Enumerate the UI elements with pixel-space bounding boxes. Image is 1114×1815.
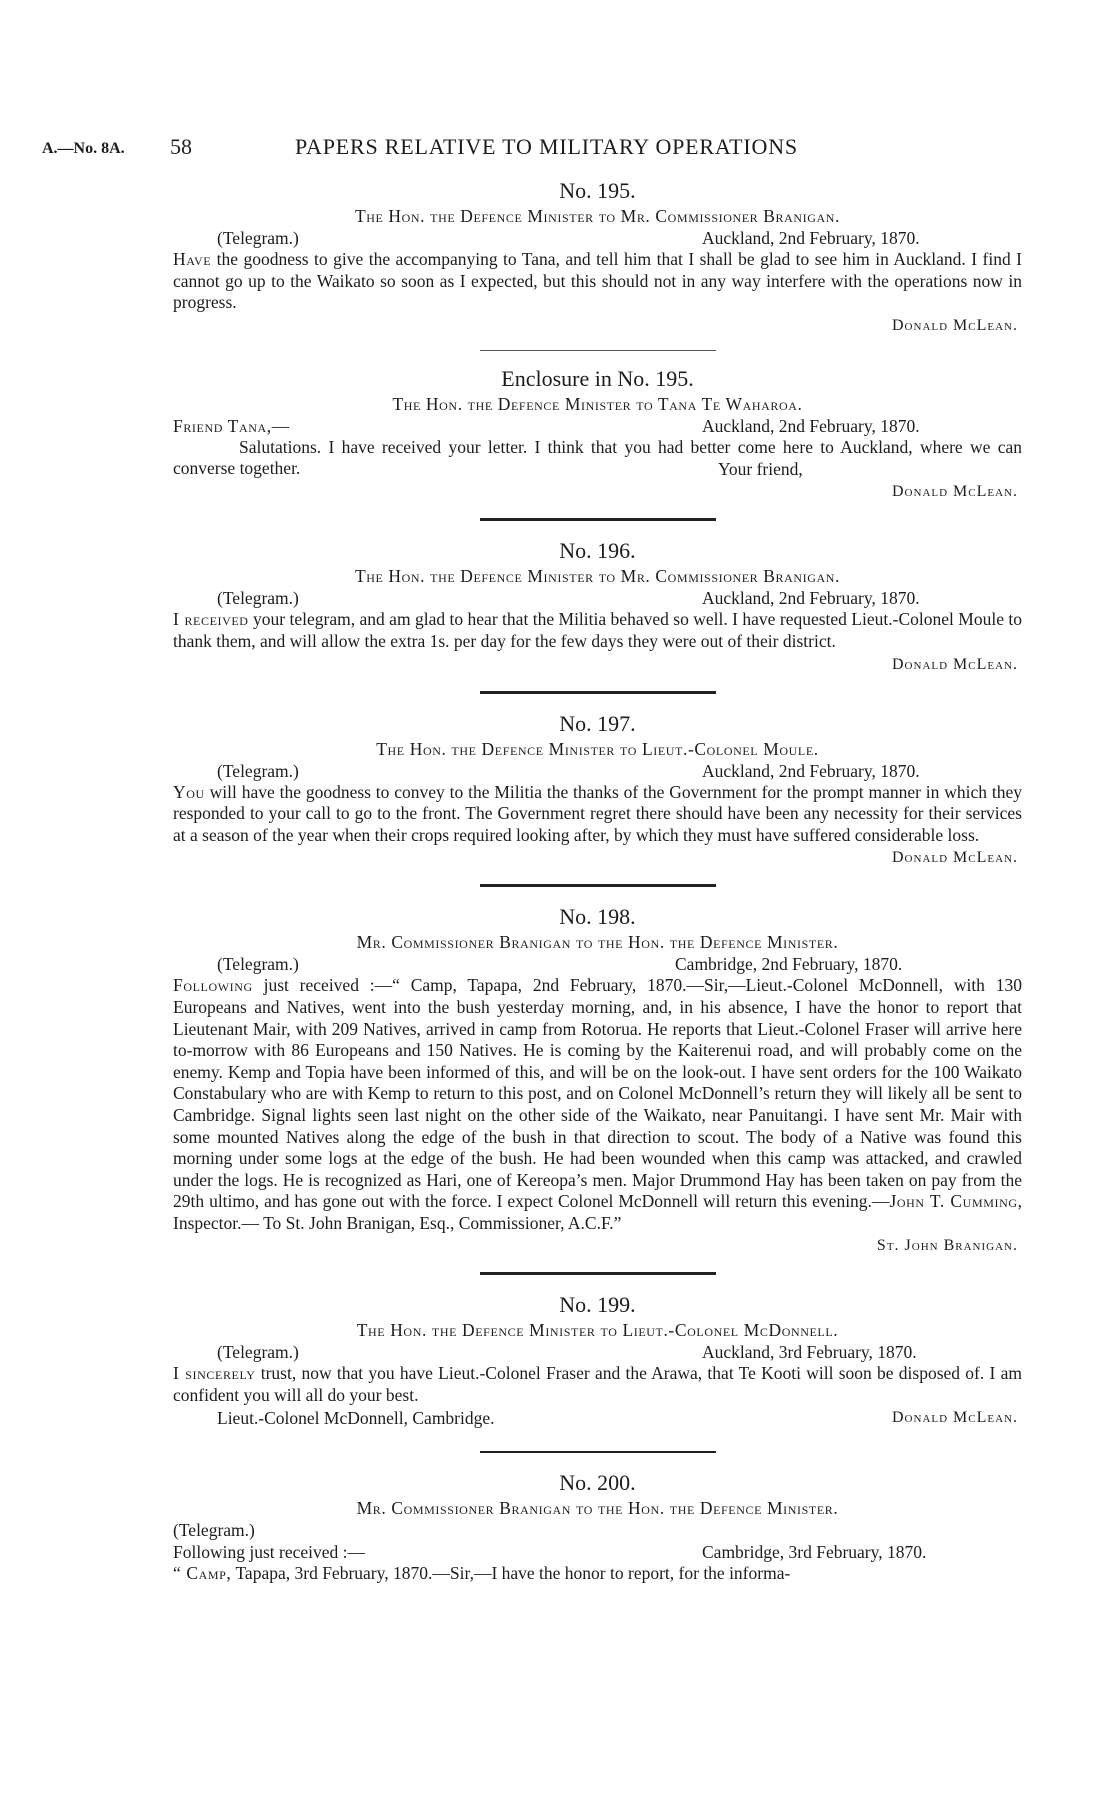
- place-date: Auckland, 2nd February, 1870.: [702, 415, 920, 436]
- section-heading: No. 196.: [559, 538, 636, 564]
- salutation: Friend Tana,—: [173, 415, 290, 436]
- signature: St. John Branigan.: [876, 1237, 1018, 1255]
- section-heading: No. 198.: [559, 904, 636, 930]
- correspondence-route: The Hon. the Defence Minister to Lieut.-Colonel McDonnell.: [356, 1320, 839, 1341]
- lead-word: I sincerely: [173, 1363, 256, 1384]
- telegram-label: (Telegram.): [217, 760, 299, 781]
- divider: [480, 884, 716, 887]
- letter-body: [173, 1363, 1022, 1406]
- telegram-line: [173, 227, 1022, 249]
- signature: Donald McLean.: [892, 849, 1018, 867]
- telegram-line: [173, 1519, 1022, 1541]
- place-date: Auckland, 2nd February, 1870.: [702, 588, 920, 609]
- telegram-label: (Telegram.): [217, 228, 299, 248]
- lead-word: Following: [173, 975, 253, 996]
- place-date: Cambridge, 3rd February, 1870.: [702, 1541, 927, 1562]
- divider: [480, 691, 716, 694]
- signature: Donald McLean.: [892, 483, 1018, 501]
- paper-reference: A.—No. 8A.: [42, 140, 125, 157]
- page-number: 58: [170, 134, 192, 159]
- correspondence-route: The Hon. the Defence Minister to Lieut.-Colonel Moule.: [376, 738, 819, 759]
- section-no-199: [173, 1291, 1022, 1452]
- section-heading: No. 197.: [559, 710, 636, 736]
- section-no-198: [173, 903, 1022, 1275]
- letter-body: [173, 975, 1022, 1234]
- body-text: your telegram, and am glad to hear that the Militia behaved so well. I have requested Lieut.-Colonel Moule to thank them, and will allow the extra 1s. per day for the few days they were out of their district.: [173, 609, 1023, 651]
- divider: [480, 1272, 716, 1275]
- place-date: Cambridge, 2nd February, 1870.: [675, 954, 903, 975]
- section-heading: No. 199.: [559, 1292, 636, 1318]
- section-enclosure-195: [173, 365, 1022, 522]
- page-content: [173, 177, 1022, 1584]
- addressee-line: [173, 1407, 1022, 1429]
- telegram-line: [173, 953, 1022, 975]
- divider: [480, 350, 716, 351]
- section-heading: Enclosure in No. 195.: [501, 365, 694, 391]
- letter-body: [173, 609, 1022, 652]
- lead-word: I received: [173, 609, 249, 630]
- body-text: Tapapa, 3rd February, 1870.—Sir,—I have the honor to report, for the informa-: [231, 1562, 791, 1583]
- intro-line: [173, 1541, 1022, 1563]
- body-text-end: , Inspector.— To St. John Branigan, Esq., Commissioner, A.C.F.”: [173, 1191, 1022, 1233]
- section-no-195: [173, 177, 1022, 351]
- telegram-line: [173, 760, 1022, 782]
- lead-word: “ Camp,: [173, 1562, 232, 1583]
- closing: Your friend,: [718, 459, 803, 480]
- place-date: Auckland, 3rd February, 1870.: [702, 1342, 917, 1363]
- place-date: Auckland, 2nd February, 1870.: [702, 760, 920, 781]
- correspondence-route: Mr. Commissioner Branigan to the Hon. the Defence Minister.: [356, 1497, 839, 1518]
- correspondence-route: The Hon. the Defence Minister to Mr. Commissioner Branigan.: [354, 206, 841, 226]
- telegram-label: (Telegram.): [217, 588, 299, 609]
- letter-body: [173, 249, 1022, 314]
- lead-word: Have: [173, 249, 212, 269]
- body-text: will have the goodness to convey to the Militia the thanks of the Government for the prompt manner in which they responded to your call to go to the front. The Government regret there should have been any necessity for their services at a season of the year when their crops required looking after, by which they must have suffered considerable loss.: [173, 781, 1022, 845]
- addressee: Lieut.-Colonel McDonnell, Cambridge.: [217, 1407, 495, 1428]
- signature: Donald McLean.: [892, 655, 1018, 673]
- letter-body: [173, 782, 1022, 847]
- lead-word: You: [173, 781, 205, 802]
- telegram-label: (Telegram.): [217, 954, 299, 975]
- telegram-label: (Telegram.): [217, 1342, 299, 1363]
- section-no-197: [173, 710, 1022, 888]
- page-header: [42, 134, 1032, 168]
- telegram-line: [173, 1341, 1022, 1363]
- telegram-line: [173, 587, 1022, 609]
- place-date: Auckland, 2nd February, 1870.: [702, 228, 920, 248]
- section-heading: No. 200.: [559, 1469, 636, 1495]
- telegram-label: (Telegram.): [173, 1519, 255, 1540]
- correspondence-route: The Hon. the Defence Minister to Mr. Commissioner Branigan.: [354, 566, 841, 587]
- salutation-line: [173, 415, 1022, 437]
- divider: [480, 1451, 716, 1453]
- signature: Donald McLean.: [892, 1408, 1018, 1426]
- section-no-196: [173, 537, 1022, 693]
- closing-line: [173, 458, 1022, 480]
- intro: Following just received :—: [173, 1541, 365, 1562]
- letter-body: [173, 1563, 1022, 1585]
- section-no-200: [173, 1469, 1022, 1585]
- body-text: the goodness to give the accompanying to Tana, and tell him that I shall be glad to see him in Auckland. I find I cannot go up to the Waikato so soon as I expected, but this should not in any way interfere with the operations now in progress.: [173, 249, 1022, 313]
- signature: Donald McLean.: [892, 316, 1018, 334]
- correspondence-route: The Hon. the Defence Minister to Tana Te Waharoa.: [392, 393, 803, 414]
- divider: [480, 518, 716, 521]
- section-heading: No. 195.: [559, 178, 636, 203]
- letter-body: Salutations. I have received your letter. I think that you had better come here to Auckland, where we can converse together.: [173, 436, 1022, 479]
- running-title: PAPERS RELATIVE TO MILITARY OPERATIONS: [295, 134, 798, 159]
- correspondence-route: Mr. Commissioner Branigan to the Hon. the Defence Minister.: [356, 932, 839, 953]
- body-text: trust, now that you have Lieut.-Colonel Fraser and the Arawa, that Te Kooti will soon be disposed of. I am confident you will all do your best.: [173, 1363, 1022, 1406]
- body-text: just received :—“ Camp, Tapapa, 2nd February, 1870.—Sir,—Lieut.-Colonel McDonnell, with 130 Europeans and Natives, went into the bush yesterday morning, and, in his absence, I have the honor to report that Lieutenant Mair, with 209 Natives, arrived in camp from Rotorua. He reports that Lieut.-Colonel Fraser will arrive here to-morrow with 86 Europeans and 150 Natives. He is coming by the Kaiterenui road, and will probably come on the enemy. Kemp and Topia have been informed of this, and will be on the look-out. I have sent orders for the 100 Waikato Constabulary who are with Kemp to return to this post, and on Colonel McDonnell’s return they will likely all be sent to Cambridge. Signal lights seen last night on the other side of the Waikato, near Panuitangi. I have sent Mr. Mair with some mounted Natives along the edge of the bush in that direction to scout. The body of a Native was found this morning under some logs at the edge of the bush. He had been wounded when this camp was attacked, and crawled under the logs. He is recognized as Hari, one of Kereopa’s men. Major Drummond Hay has been taken on pay from the 29th ultimo, and has gone out with the force. I expect Colonel McDonnell will return this evening.—: [173, 975, 1022, 1212]
- inspector-name: John T. Cumming: [889, 1191, 1018, 1212]
